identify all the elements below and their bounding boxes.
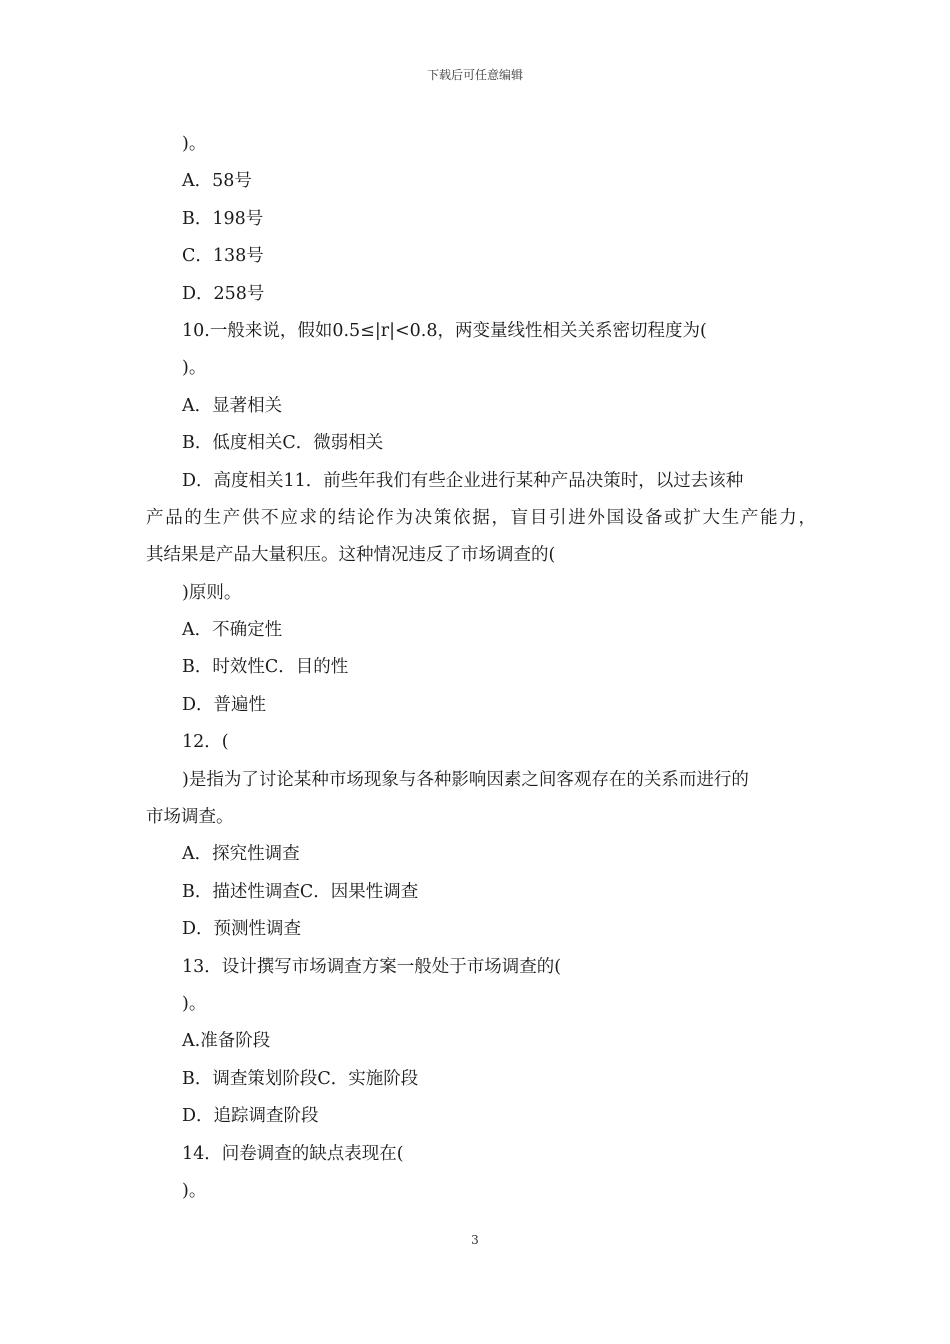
option-b-c: B．时效性C．目的性 bbox=[182, 657, 349, 678]
text-line: )。 bbox=[182, 134, 207, 154]
page-number: 3 bbox=[471, 1233, 479, 1247]
option-a: A．显著相关 bbox=[182, 395, 283, 416]
page-header: 下载后可任意编辑 bbox=[426, 68, 523, 82]
option-a: A．58号 bbox=[182, 171, 252, 192]
text-line: )原则。 bbox=[182, 582, 242, 603]
text-line: )。 bbox=[182, 358, 207, 379]
question-10: 10.一般来说，假如0.5≤|r|<0.8，两变量线性相关关系密切程度为( bbox=[182, 320, 707, 341]
document-body bbox=[146, 126, 816, 1210]
question-13: 13．设计撰写市场调查方案一般处于市场调查的( bbox=[182, 956, 562, 977]
question-12: 12．( bbox=[182, 732, 229, 753]
question-14: 14．问卷调查的缺点表现在( bbox=[182, 1143, 404, 1164]
question-11-continued: 其结果是产品大量积压。这种情况违反了市场调查的( bbox=[146, 545, 556, 566]
option-d: D．258号 bbox=[182, 283, 265, 304]
option-b: B．198号 bbox=[182, 208, 264, 229]
question-12-continued: 市场调查。 bbox=[146, 807, 234, 828]
text-line: )。 bbox=[182, 993, 207, 1014]
option-c: C．138号 bbox=[182, 246, 264, 267]
question-12-continued: )是指为了讨论某种市场现象与各种影响因素之间客观存在的关系而进行的 bbox=[182, 769, 749, 790]
option-b-c: B．低度相关C．微弱相关 bbox=[182, 433, 384, 454]
option-d: D．追踪调查阶段 bbox=[182, 1106, 319, 1127]
text-line: )。 bbox=[182, 1180, 207, 1201]
option-d: D．普遍性 bbox=[182, 694, 267, 715]
option-a: A．探究性调查 bbox=[182, 844, 300, 865]
option-d-question-11: D．高度相关11．前些年我们有些企业进行某种产品决策时，以过去该种 bbox=[182, 470, 744, 491]
option-d: D．预测性调查 bbox=[182, 919, 302, 940]
option-a: A．不确定性 bbox=[182, 620, 283, 641]
question-11-continued: 产品的生产供不应求的结论作为决策依据，盲目引进外国设备或扩大生产能力， bbox=[146, 507, 816, 528]
option-a: A.准备阶段 bbox=[182, 1031, 271, 1052]
option-b-c: B．调查策划阶段C．实施阶段 bbox=[182, 1068, 419, 1089]
option-b-c: B．描述性调查C．因果性调查 bbox=[182, 881, 419, 902]
